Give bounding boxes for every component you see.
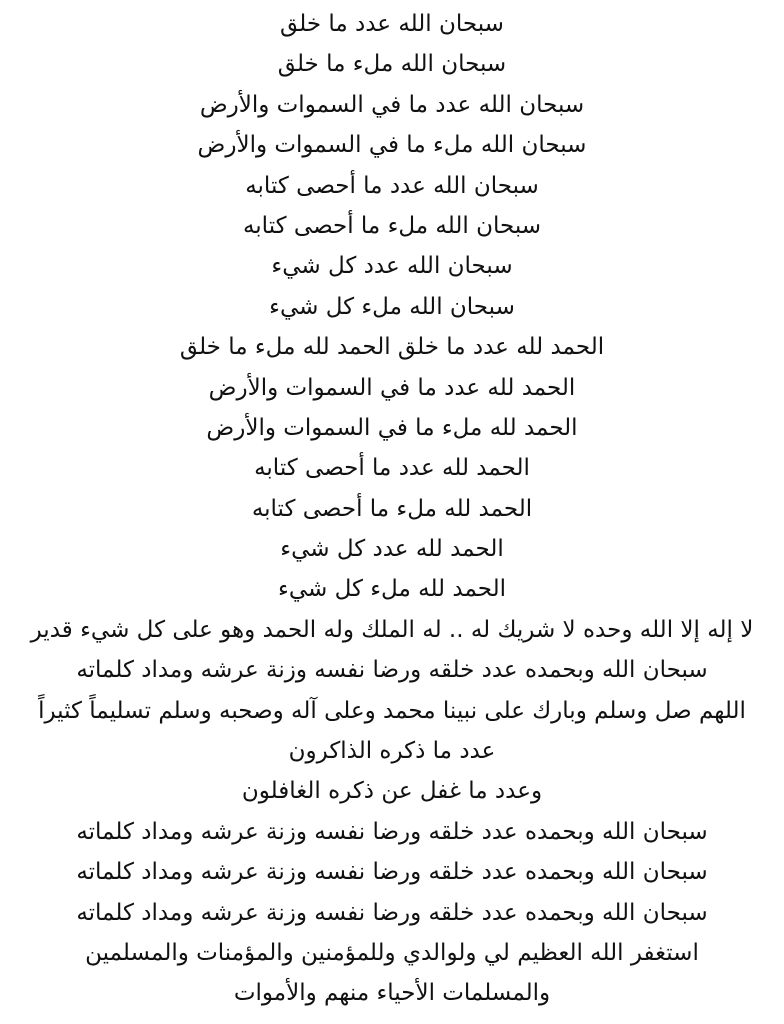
text-line: سبحان الله ملء ما أحصى كتابه [242, 212, 542, 239]
text-line: استغفر الله العظيم لي ولوالدي وللمؤمنين والمؤمنات والمسلمين [85, 939, 699, 966]
text-line: سبحان الله وبحمده عدد خلقه ورضا نفسه وزنة عرشه ومداد كلماته [76, 859, 708, 886]
text-line: اللهم صل وسلم وبارك على نبينا محمد وعلى آله وصحبه وسلم تسليماً كثيراً [38, 697, 746, 724]
text-line: الحمد لله ملء كل شيء [278, 576, 506, 603]
text-line: الحمد لله عدد ما أحصى كتابه [254, 455, 530, 482]
text-line: الحمد لله عدد ما خلق الحمد لله ملء ما خلق [179, 334, 605, 361]
text-line: الحمد لله عدد ما في السموات والأرض [208, 374, 576, 401]
text-line: سبحان الله عدد ما خلق [280, 11, 504, 37]
text-line: سبحان الله عدد ما أحصى كتابه [245, 172, 539, 199]
text-line: لا إله إلا الله وحده لا شريك له .. له الملك وله الحمد وهو على كل شيء قدير [30, 616, 754, 643]
text-line: الحمد لله عدد كل شيء [280, 536, 504, 563]
text-line: عدد ما ذكره الذاكرون [288, 738, 496, 765]
text-line: سبحان الله وبحمده عدد خلقه ورضا نفسه وزنة عرشه ومداد كلماته [76, 657, 708, 684]
text-line: سبحان الله عدد ما في السموات والأرض [199, 91, 585, 118]
text-line: سبحان الله عدد كل شيء [271, 253, 513, 280]
text-line: الحمد لله ملء ما أحصى كتابه [251, 495, 533, 522]
text-line: سبحان الله وبحمده عدد خلقه ورضا نفسه وزنة عرشه ومداد كلماته [76, 899, 708, 926]
text-line: الحمد لله ملء ما في السموات والأرض [206, 414, 578, 441]
text-lines [20, 4, 764, 1014]
text-line: سبحان الله ملء كل شيء [269, 293, 515, 320]
text-line: والمسلمات الأحياء منهم والأموات [233, 980, 551, 1007]
text-line: وعدد ما غفل عن ذكره الغافلون [241, 778, 543, 805]
text-line: سبحان الله ملء ما خلق [277, 51, 507, 78]
text-line: سبحان الله ملء ما في السموات والأرض [197, 132, 587, 159]
text-line: سبحان الله وبحمده عدد خلقه ورضا نفسه وزنة عرشه ومداد كلماته [76, 818, 708, 845]
